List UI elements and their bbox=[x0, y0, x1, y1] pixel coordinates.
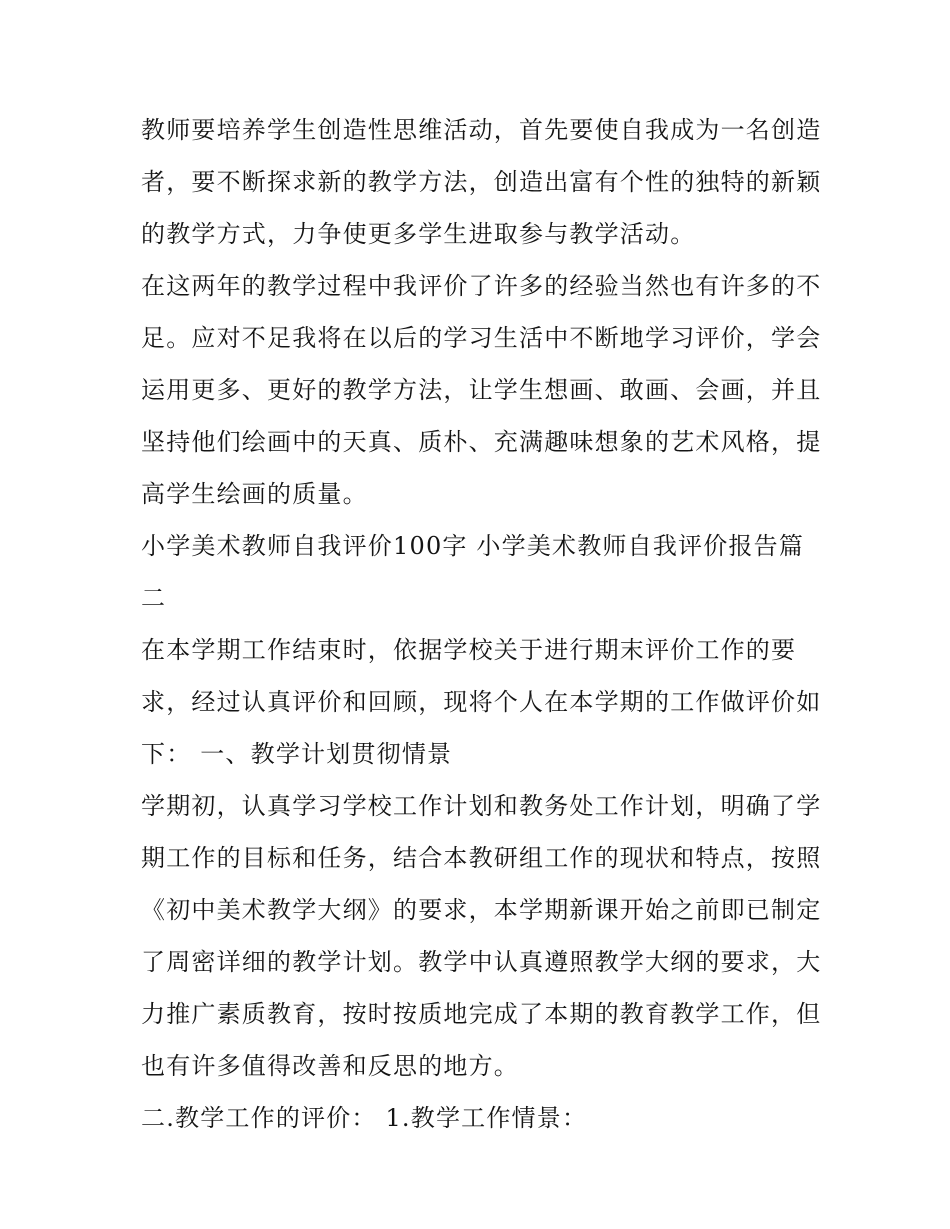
text-line: 坚持他们绘画中的天真、质朴、充满趣味想象的艺术风格，提 bbox=[141, 428, 822, 456]
text-line: 高学生绘画的质量。 bbox=[141, 480, 368, 508]
text-line: 二.教学工作的评价： 1.教学工作情景： bbox=[141, 1104, 588, 1132]
text-line: 力推广素质教育，按时按质地完成了本期的教育教学工作，但 bbox=[141, 1000, 822, 1028]
section-heading: 二 bbox=[141, 584, 167, 612]
text-line: 在本学期工作结束时，依据学校关于进行期末评价工作的要 bbox=[141, 636, 797, 664]
text-line: 的教学方式，力争使更多学生进取参与教学活动。 bbox=[141, 220, 696, 248]
text-line: 也有许多值得改善和反思的地方。 bbox=[141, 1052, 519, 1080]
text-line: 《初中美术教学大纲》的要求，本学期新课开始之前即已制定 bbox=[141, 896, 822, 924]
text-line: 学期初，认真学习学校工作计划和教务处工作计划，明确了学 bbox=[141, 792, 822, 820]
text-line: 求，经过认真评价和回顾，现将个人在本学期的工作做评价如 bbox=[141, 688, 822, 716]
text-line: 下： 一、教学计划贯彻情景 bbox=[141, 740, 453, 768]
text-line: 教师要培养学生创造性思维活动，首先要使自我成为一名创造 bbox=[141, 116, 822, 144]
text-line: 者，要不断探求新的教学方法，创造出富有个性的独特的新颖 bbox=[141, 168, 822, 196]
text-line: 期工作的目标和任务，结合本教研组工作的现状和特点，按照 bbox=[141, 844, 822, 872]
text-line: 足。应对不足我将在以后的学习生活中不断地学习评价，学会 bbox=[141, 324, 822, 352]
text-line: 在这两年的教学过程中我评价了许多的经验当然也有许多的不 bbox=[141, 272, 822, 300]
text-line: 了周密详细的教学计划。教学中认真遵照教学大纲的要求，大 bbox=[141, 948, 822, 976]
text-line: 运用更多、更好的教学方法，让学生想画、敢画、会画，并且 bbox=[141, 376, 822, 404]
section-heading: 小学美术教师自我评价100字 小学美术教师自我评价报告篇 bbox=[141, 532, 805, 560]
